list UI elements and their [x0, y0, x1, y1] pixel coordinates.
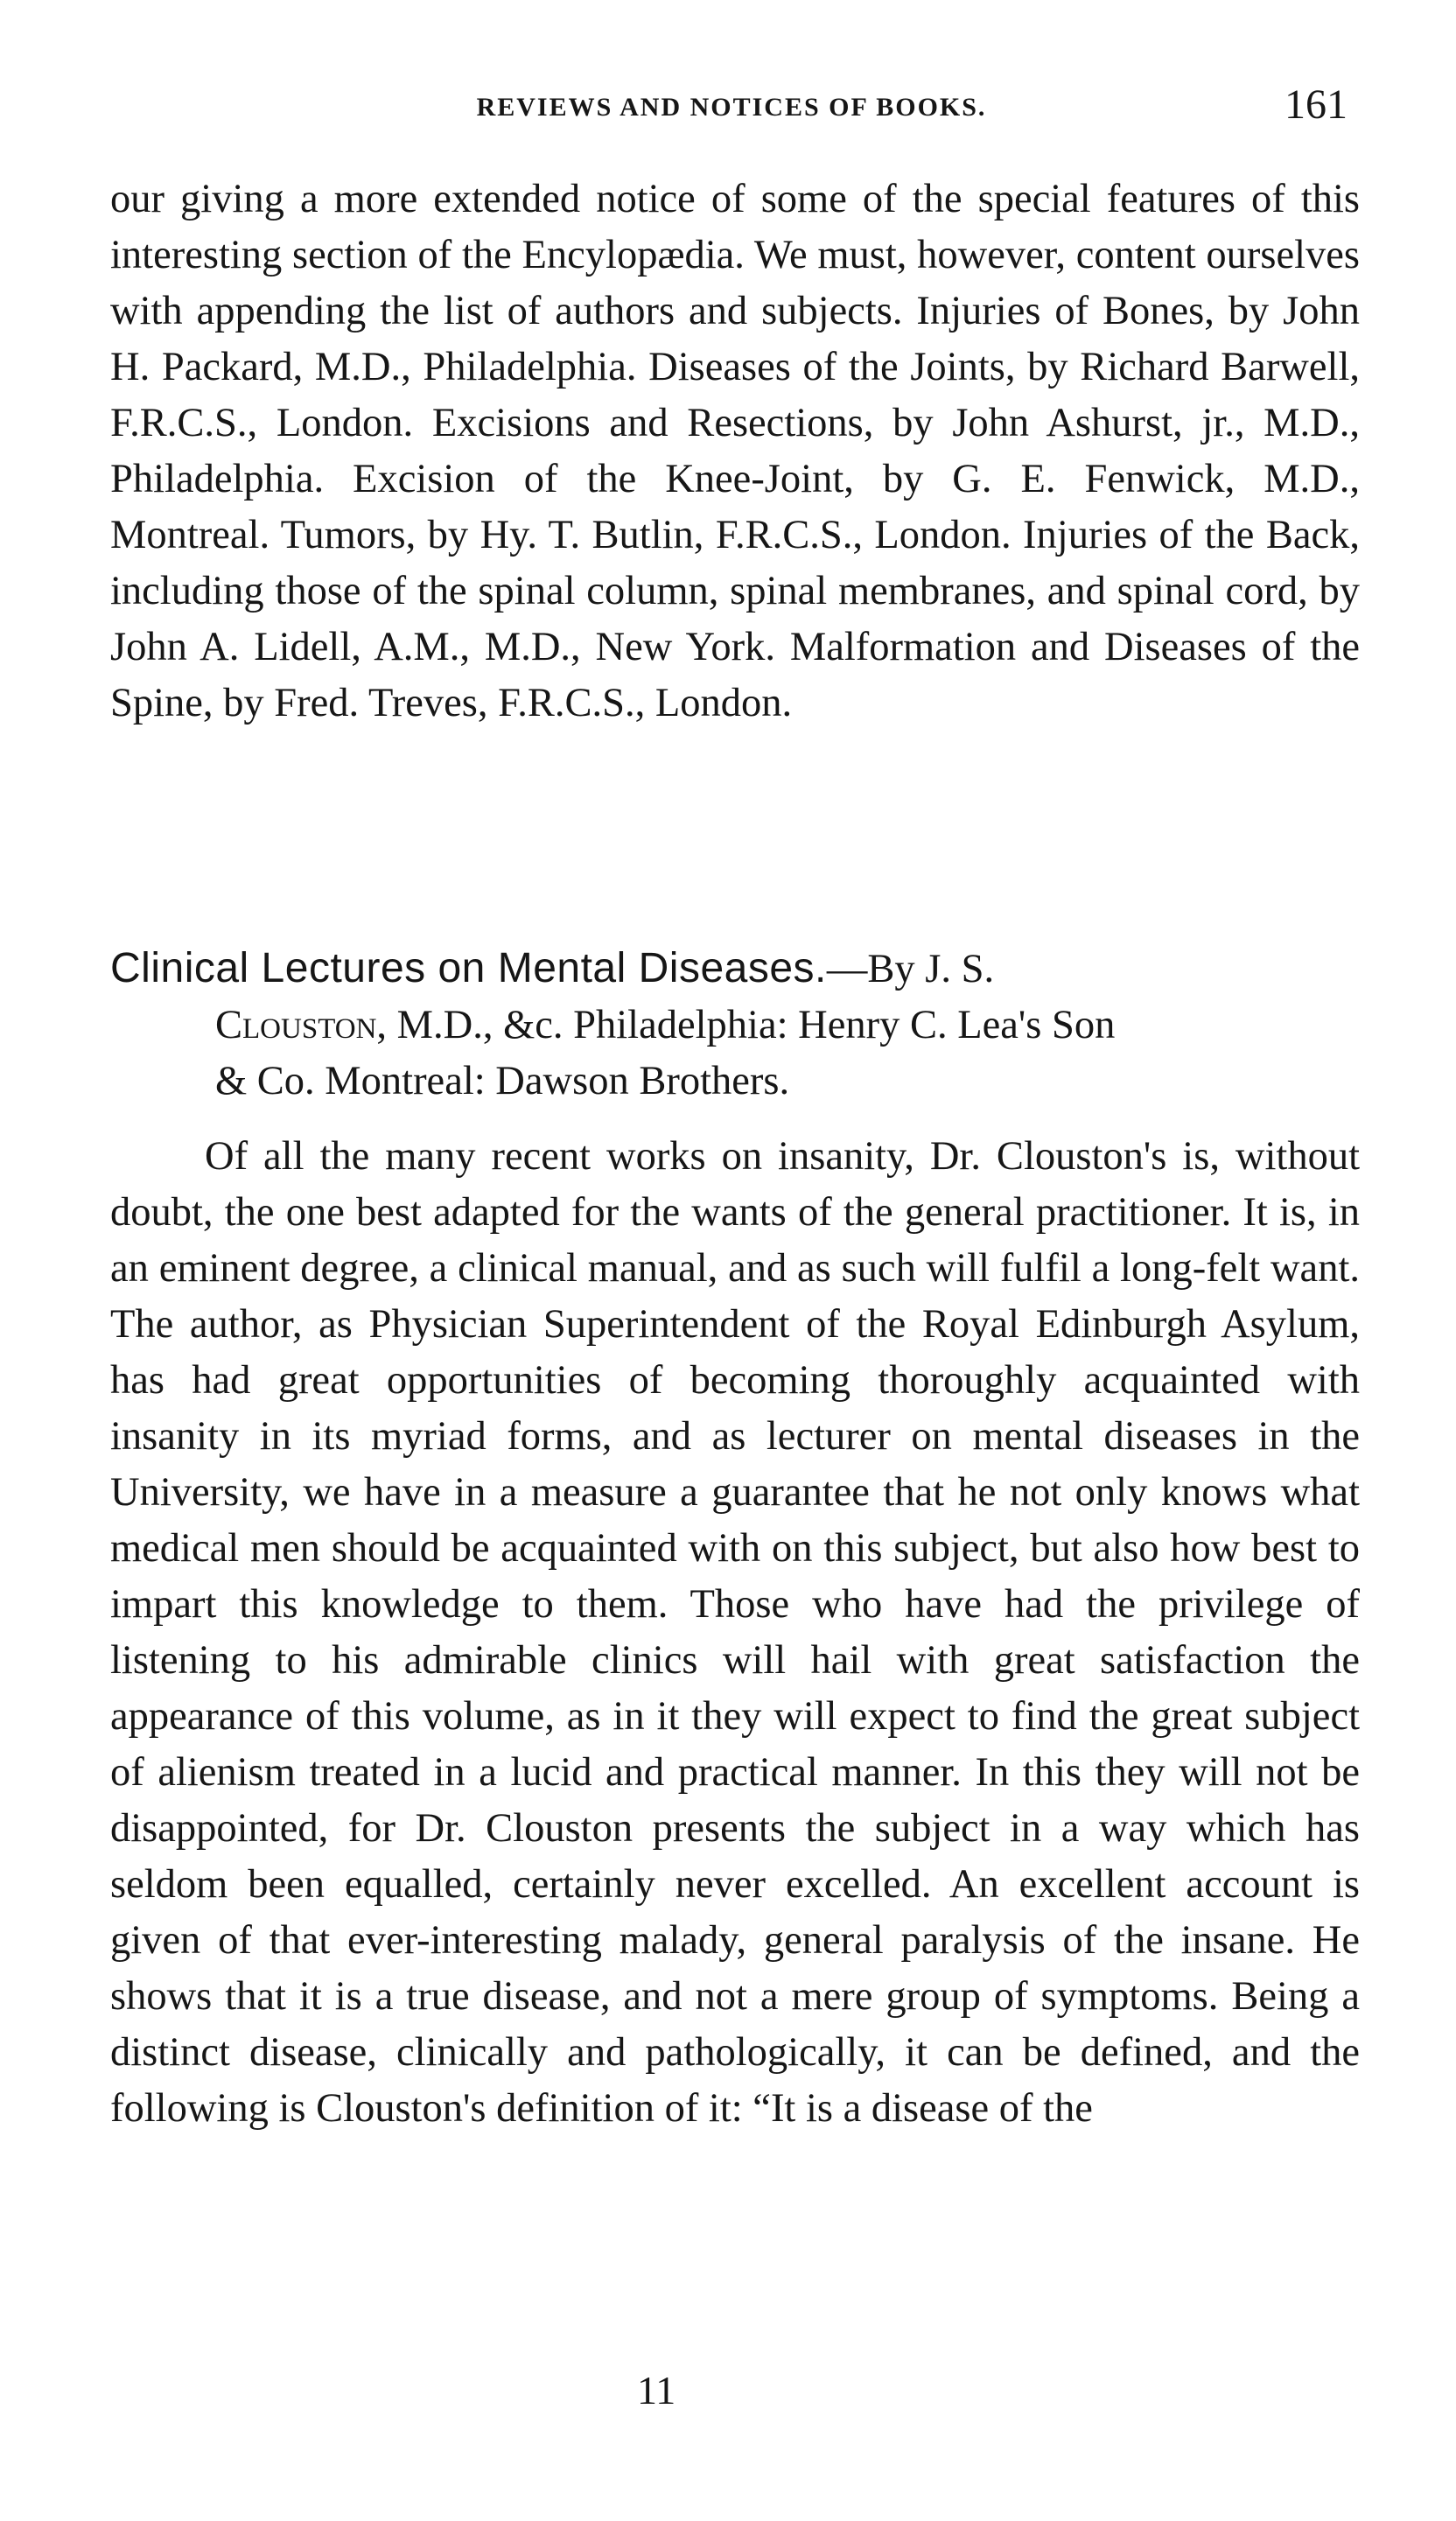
running-head [112, 81, 1351, 142]
review-publisher: & Co. Montreal: Dawson Brothers. [215, 1059, 790, 1103]
review-paragraph-text: Of all the many recent works on insanity, Dr. Clouston's is, without doubt, the one best adapted for the wants of the general practitioner. It is, in an eminent degree, a clinical manual, and as such will fulfil a long-felt want. The author, as Physician Superintendent of the Royal Edinburgh Asylum, has had great opportunities of becoming thoroughly acquainted with insanity in its myriad forms, and as lecturer on mental diseases in the University, we have in a measure a guarantee that he not only knows what medical men should be acquainted with on this subject, but also how best to impart this knowledge to them. Those who have had the privilege of listening to his admirable clinics will hail with great satisfaction the appearance of this volume, as in it they will expect to find the great subject of alienism treated in a lucid and practical manner. In this they will not be disappointed, for Dr. Clouston presents the subject in a way which has seldom been equalled, certainly never excelled. An excellent account is given of that ever-interesting malady, general paralysis of the insane. He shows that it is a true disease, and not a mere group of symptoms. Being a distinct disease, clinically and pathologically, it can be defined, and the following is Clouston's definition of it: “It is a disease of the [110, 1134, 1360, 2131]
review-by: —By J. S. [826, 947, 995, 991]
review-credentials: , M.D., &c. Philadelphia: Henry C. Lea's Son [376, 1003, 1116, 1047]
page-number: 161 [1284, 81, 1348, 128]
continuation-paragraph-text: our giving a more extended notice of some of the special features of this interesting section of the Encylopædia. We must, however, content ourselves with appending the list of authors and subjects. Injuries of Bones, by John H. Packard, M.D., Philadelphia. Diseases of the Joints, by Richard Barwell, F.R.C.S., London. Excisions and Resections, by John Ashurst, jr., M.D., Philadelphia. Excision of the Knee-Joint, by G. E. Fenwick, M.D., Montreal. Tumors, by Hy. T. Butlin, F.R.C.S., London. Injuries of the Back, including those of the spinal column, spinal membranes, and spinal cord, by John A. Lidell, A.M., M.D., New York. Malformation and Diseases of the Spine, by Fred. Treves, F.R.C.S., London. [110, 177, 1360, 725]
review-heading-line-2 [110, 998, 1360, 1054]
review-title: Clinical Lectures on Mental Diseases. [110, 945, 827, 991]
review-heading-line-3 [110, 1054, 1360, 1110]
continuation-paragraph [110, 172, 1360, 732]
review-author: Clouston [215, 1003, 377, 1047]
review-heading-line-1 [110, 941, 1360, 998]
review-paragraph [110, 1129, 1360, 2137]
running-title: REVIEWS AND NOTICES OF BOOKS. [476, 93, 987, 122]
signature-mark: 11 [637, 2368, 676, 2412]
review-heading [110, 941, 1360, 1110]
